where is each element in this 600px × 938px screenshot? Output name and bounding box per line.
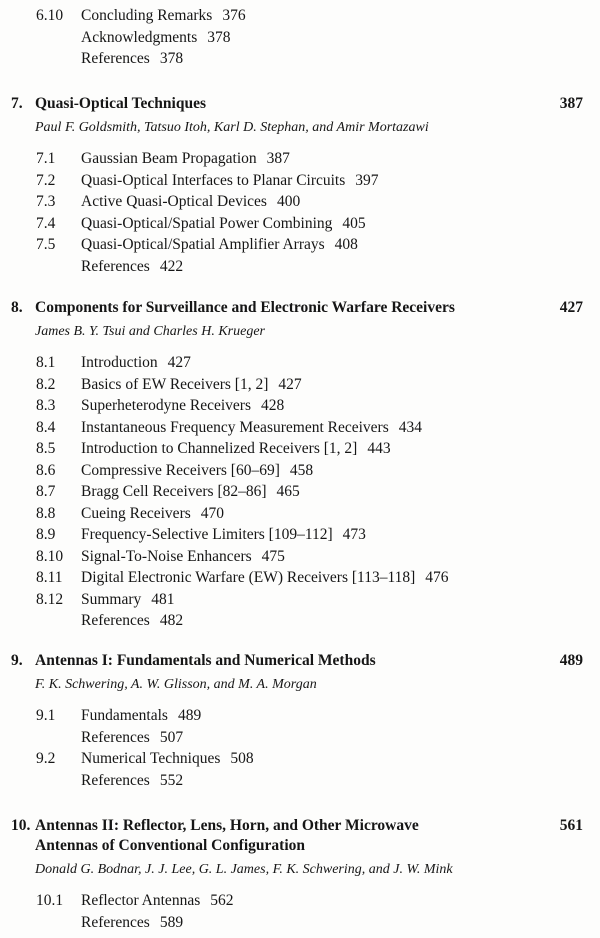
section-page-number: 475 (261, 547, 285, 565)
section-page-number: 482 (159, 612, 184, 629)
section-page-number: 408 (334, 236, 358, 253)
section-title: Introduction to Channelized Receivers [1, 2] 443 (81, 440, 391, 457)
section-title: Instantaneous Frequency Measurement Receivers 434 (81, 418, 422, 436)
chapter-title-line: Components for Surveillance and Electronic Warfare Receivers (35, 299, 455, 316)
section-title: Superheterodyne Receivers 428 (81, 397, 285, 414)
section-title: Concluding Remarks 376 (81, 7, 246, 24)
section-title: Quasi-Optical/Spatial Amplifier Arrays 408 (81, 236, 358, 253)
section-title: Reflector Antennas 562 (81, 892, 234, 909)
section-number: 8.10 (36, 547, 64, 565)
section-title: Quasi-Optical/Spatial Power Combining 405 (81, 214, 366, 232)
section-title: Summary 481 (81, 590, 175, 608)
chapter-number: 7. (11, 95, 23, 112)
section-number: 8.7 (36, 483, 56, 500)
section-title: References 482 (81, 612, 184, 629)
section-page-number: 552 (159, 771, 184, 789)
section-page-number: 405 (342, 214, 366, 232)
chapter-number: 8. (11, 299, 23, 316)
section-number: 7.3 (36, 193, 56, 210)
section-title: Fundamentals 489 (81, 707, 202, 724)
section-page-number: 422 (159, 257, 184, 275)
section-page-number: 378 (159, 50, 184, 67)
section-title: Gaussian Beam Propagation 387 (81, 150, 290, 167)
chapter-title-line: Antennas I: Fundamentals and Numerical Methods (35, 652, 376, 669)
section-number: 7.2 (36, 171, 56, 189)
section-title: Compressive Receivers [60–69] 458 (81, 461, 314, 479)
chapter-title[interactable] (11, 298, 455, 318)
chapter-authors: Donald G. Bodnar, J. J. Lee, G. L. James, F. K. Schwering, and J. W. Mink (35, 862, 453, 877)
section-number: 8.4 (36, 418, 56, 436)
section-number: 6.10 (36, 7, 64, 24)
section-title: Digital Electronic Warfare (EW) Receivers [113–118] 476 (81, 569, 449, 586)
section-page-number: 458 (289, 461, 314, 479)
section-page-number: 434 (398, 418, 422, 436)
section-number: 7.5 (36, 236, 56, 253)
section-page-number: 465 (276, 483, 300, 500)
section-title: Signal-To-Noise Enhancers 475 (81, 547, 285, 565)
section-title: Basics of EW Receivers [1, 2] 427 (81, 375, 302, 393)
section-title: Frequency-Selective Limiters [109–112] 473 (81, 526, 366, 543)
section-number: 8.3 (36, 397, 56, 414)
section-page-number: 473 (342, 526, 366, 543)
section-page-number: 400 (276, 193, 301, 210)
chapter-title[interactable] (11, 816, 419, 856)
section-number: 8.11 (36, 569, 63, 586)
section-page-number: 427 (167, 354, 191, 371)
section-title: Active Quasi-Optical Devices 400 (81, 193, 301, 210)
section-page-number: 397 (355, 171, 379, 189)
section-number: 9.1 (36, 707, 56, 724)
section-page-number: 589 (159, 913, 184, 931)
section-page-number: 387 (266, 150, 290, 167)
section-page-number: 562 (210, 892, 234, 909)
section-title: Bragg Cell Receivers [82–86] 465 (81, 483, 300, 500)
section-page-number: 443 (367, 440, 391, 457)
section-page-number: 481 (151, 590, 175, 608)
section-page-number: 508 (230, 750, 254, 767)
section-page-number: 376 (222, 7, 246, 24)
chapter-page-number: 561 (559, 817, 583, 834)
section-number: 10.1 (36, 892, 64, 909)
section-title: References 507 (81, 728, 184, 746)
section-number: 8.12 (36, 590, 64, 608)
section-number: 8.2 (36, 375, 56, 393)
section-number: 7.1 (36, 150, 56, 167)
chapter-authors: James B. Y. Tsui and Charles H. Krueger (35, 324, 265, 339)
section-page-number: 507 (159, 728, 184, 746)
chapter-page-number: 387 (559, 95, 583, 112)
section-number: 8.9 (36, 526, 56, 543)
chapter-title[interactable] (11, 651, 376, 671)
chapter-authors: F. K. Schwering, A. W. Glisson, and M. A. Morgan (35, 677, 317, 692)
section-number: 8.5 (36, 440, 56, 457)
chapter-number: 10. (11, 817, 31, 834)
section-title: Acknowledgments 378 (81, 28, 231, 46)
section-title: Quasi-Optical Interfaces to Planar Circuits 397 (81, 171, 379, 189)
chapter-title-line: Quasi-Optical Techniques (35, 95, 206, 112)
section-page-number: 428 (261, 397, 285, 414)
section-number: 7.4 (36, 214, 56, 232)
chapter-authors: Paul F. Goldsmith, Tatsuo Itoh, Karl D. Stephan, and Amir Mortazawi (35, 120, 429, 135)
chapter-number: 9. (11, 652, 23, 669)
section-number: 8.1 (36, 354, 56, 371)
chapter-page-number: 427 (559, 299, 583, 316)
section-title: References 378 (81, 50, 184, 67)
section-number: 8.8 (36, 504, 56, 522)
section-page-number: 470 (200, 504, 225, 522)
section-title: References 552 (81, 771, 184, 789)
section-number: 9.2 (36, 750, 56, 767)
section-page-number: 476 (425, 569, 449, 586)
section-title: Introduction 427 (81, 354, 191, 371)
chapter-title-line: Antennas of Conventional Configuration (35, 837, 305, 854)
chapter-title-line: Antennas II: Reflector, Lens, Horn, and Other Microwave (35, 817, 419, 834)
section-title: Cueing Receivers 470 (81, 504, 225, 522)
section-page-number: 489 (177, 707, 202, 724)
section-title: References 589 (81, 913, 184, 931)
section-title: Numerical Techniques 508 (81, 750, 254, 767)
section-page-number: 427 (278, 375, 302, 393)
section-title: References 422 (81, 257, 184, 275)
section-page-number: 378 (207, 28, 231, 46)
chapter-page-number: 489 (559, 652, 583, 669)
chapter-title[interactable] (11, 94, 206, 114)
section-number: 8.6 (36, 461, 56, 479)
